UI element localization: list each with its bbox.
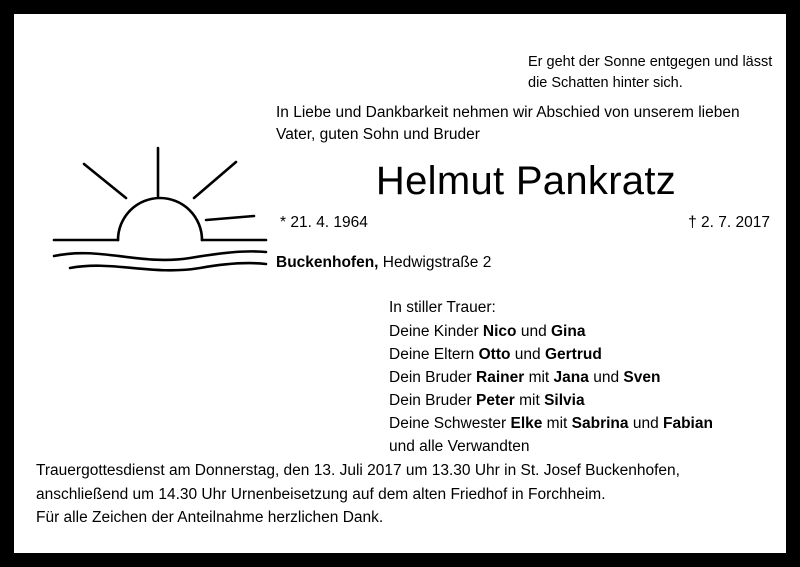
text: Deine Schwester xyxy=(389,414,511,432)
address-place: Buckenhofen, xyxy=(276,254,379,271)
service-info-line-2: anschließend um 14.30 Uhr Urnenbeisetzung auf dem alten Friedhof in Forchheim. xyxy=(36,485,606,503)
text: Deine Eltern xyxy=(389,345,479,363)
name-bold: Sven xyxy=(623,368,661,386)
name-bold: Fabian xyxy=(663,414,713,432)
service-info-line-1: Trauergottesdienst am Donnerstag, den 13. Juli 2017 um 13.30 Uhr in St. Josef Buckenhofen, xyxy=(36,462,680,479)
text: und xyxy=(588,368,624,386)
text: mit xyxy=(524,368,554,386)
name-bold: Gina xyxy=(551,322,586,340)
deceased-name: Helmut Pankratz xyxy=(375,159,677,203)
name-bold: Otto xyxy=(478,345,511,363)
text: und xyxy=(628,414,663,432)
text: und xyxy=(510,345,545,363)
name-bold: Peter xyxy=(476,391,515,409)
text: Dein Bruder xyxy=(389,391,477,409)
death-date: † 2. 7. 2017 xyxy=(688,214,770,231)
text: Dein Bruder xyxy=(389,368,477,386)
address-street: Hedwigstraße 2 xyxy=(382,254,492,271)
name-bold: Silvia xyxy=(544,391,585,409)
intro-text: In Liebe und Dankbarkeit nehmen wir Abschied von unserem lieben Vater, guten Sohn und Bruder xyxy=(276,104,740,144)
name-bold: Elke xyxy=(510,414,543,432)
mourners-closing: und alle Verwandten xyxy=(389,437,530,455)
birth-date: * 21. 4. 1964 xyxy=(280,214,368,231)
motto-text: Er geht der Sonne entgegen und lässt die Schatten hinter sich. xyxy=(528,54,773,91)
name-bold: Nico xyxy=(482,322,517,340)
text: mit xyxy=(542,414,572,432)
name-bold: Sabrina xyxy=(571,414,629,432)
mourners-title: In stiller Trauer: xyxy=(389,299,496,316)
text: Deine Kinder xyxy=(389,322,483,340)
name-bold: Rainer xyxy=(476,368,525,386)
name-bold: Jana xyxy=(553,368,589,386)
text: und xyxy=(516,322,551,340)
text: mit xyxy=(514,391,545,409)
name-bold: Gertrud xyxy=(544,345,602,363)
service-info-line-3: Für alle Zeichen der Anteilnahme herzlichen Dank. xyxy=(36,509,384,527)
